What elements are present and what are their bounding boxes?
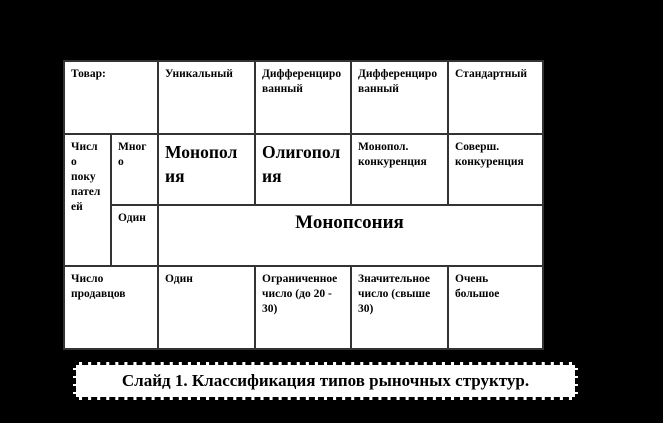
cell-perfect-competition: Соверш. конкуренция bbox=[448, 134, 543, 205]
cell-product-label: Товар: bbox=[64, 61, 158, 134]
cell-product-standard: Стандартный bbox=[448, 61, 543, 134]
cell-sellers-significant-number: Значительное число (свыше 30) bbox=[351, 266, 448, 349]
cell-buyers-many-label: Много bbox=[111, 134, 158, 205]
market-structure-table bbox=[63, 60, 544, 350]
cell-product-differentiated-1: Дифференцированный bbox=[255, 61, 351, 134]
cell-sellers-one: Один bbox=[158, 266, 255, 349]
cell-sellers-very-large: Очень большое bbox=[448, 266, 543, 349]
table-row-product bbox=[64, 61, 543, 134]
cell-sellers-count-label: Число продавцов bbox=[64, 266, 158, 349]
cell-oligopoly: Олигополия bbox=[255, 134, 351, 205]
cell-product-unique: Уникальный bbox=[158, 61, 255, 134]
cell-monopolistic-competition: Монопол. конкуренция bbox=[351, 134, 448, 205]
slide-caption-text: Слайд 1. Классификация типов рыночных структур. bbox=[121, 371, 530, 390]
slide-caption-box bbox=[73, 362, 578, 400]
cell-sellers-limited-number: Ограниченное число (до 20 - 30) bbox=[255, 266, 351, 349]
table-row-buyers-many bbox=[64, 134, 543, 205]
cell-product-differentiated-2: Дифференцированный bbox=[351, 61, 448, 134]
cell-buyers-count-label: Число покупателей bbox=[64, 134, 111, 266]
cell-monopsony: Монопсония bbox=[158, 205, 543, 266]
table-row-buyers-one bbox=[64, 205, 543, 266]
cell-monopoly: Монополия bbox=[158, 134, 255, 205]
cell-buyers-one-label: Один bbox=[111, 205, 158, 266]
table-row-sellers bbox=[64, 266, 543, 349]
